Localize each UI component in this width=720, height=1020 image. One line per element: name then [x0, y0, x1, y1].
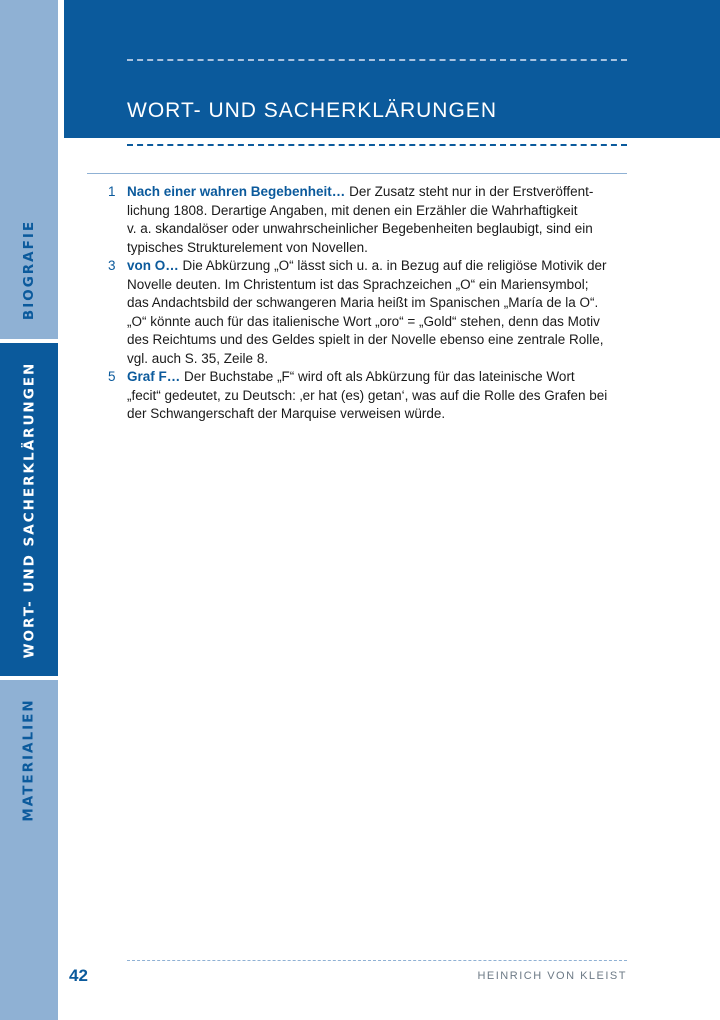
page-title: WORT- UND SACHERKLÄRUNGEN — [127, 99, 497, 122]
entry-line: vgl. auch S. 35, Zeile 8. — [127, 350, 269, 366]
glossary-entry — [105, 183, 625, 257]
entry-line: v. a. skandalöser oder unwahrscheinlicher Begebenheiten beglaubigt, sind ein — [127, 221, 593, 236]
entry-line: typisches Strukturelement von Novellen. — [127, 239, 368, 255]
entry-lemma: Nach einer wahren Begebenheit… — [127, 184, 346, 199]
sidebar-tab-wort-und-sacherklaerungen[interactable] — [0, 343, 58, 676]
header-dashed-rule — [127, 59, 627, 61]
footer-dashed-rule — [127, 960, 627, 961]
sidebar-tab-label: MATERIALIEN — [21, 698, 37, 822]
line-number: 5 — [108, 369, 116, 384]
entry-line: Die Abkürzung „O“ lässt sich u. a. in Bezug auf die religiöse Motivik der — [178, 258, 607, 273]
entry-line: der Schwangerschaft der Marquise verweisen würde. — [127, 406, 446, 421]
entry-line: „fecit“ gedeutet, zu Deutsch: ‚er hat (es) getan‘, was auf die Rolle des Grafen bei — [127, 387, 608, 403]
entry-text — [127, 368, 655, 424]
page-number: 42 — [69, 966, 88, 985]
entry-lemma: von O… — [127, 258, 179, 273]
running-footer-title: HEINRICH VON KLEIST — [477, 970, 627, 982]
entry-lemma: Graf F… — [127, 369, 181, 384]
glossary-list — [105, 183, 625, 424]
entry-text — [127, 257, 655, 368]
entry-line: lichung 1808. Derartige Angaben, mit denen ein Erzähler die Wahrhaftigkeit — [127, 202, 578, 218]
entry-text — [127, 183, 655, 257]
line-number: 1 — [108, 184, 116, 199]
sidebar-tab-label: WORT- UND SACHERKLÄRUNGEN — [21, 361, 37, 658]
sidebar-tab-label: BIOGRAFIE — [21, 219, 37, 321]
glossary-entry — [105, 368, 625, 424]
entry-line: das Andachtsbild der schwangeren Maria heißt im Spanischen „María de la O“. — [127, 295, 599, 310]
sidebar-tab-materialien[interactable] — [0, 680, 58, 840]
glossary-entry — [105, 257, 625, 368]
line-number: 3 — [108, 258, 116, 273]
entry-line: Der Zusatz steht nur in der Erstveröffent- — [345, 184, 594, 199]
entry-line: „O“ könnte auch für das italienische Wort „oro“ = „Gold“ stehen, denn das Motiv — [127, 313, 600, 329]
content-divider — [87, 173, 627, 174]
title-dashed-rule — [127, 144, 627, 146]
entry-line: Der Buchstabe „F“ wird oft als Abkürzung für das lateinische Wort — [180, 369, 575, 384]
entry-line: Novelle deuten. Im Christentum ist das Sprachzeichen „O“ ein Mariensymbol; — [127, 276, 589, 292]
sidebar-tab-biografie[interactable] — [0, 200, 58, 340]
entry-line: des Reichtums und des Geldes spielt in der Novelle ebenso eine zentrale Rolle, — [127, 332, 604, 347]
